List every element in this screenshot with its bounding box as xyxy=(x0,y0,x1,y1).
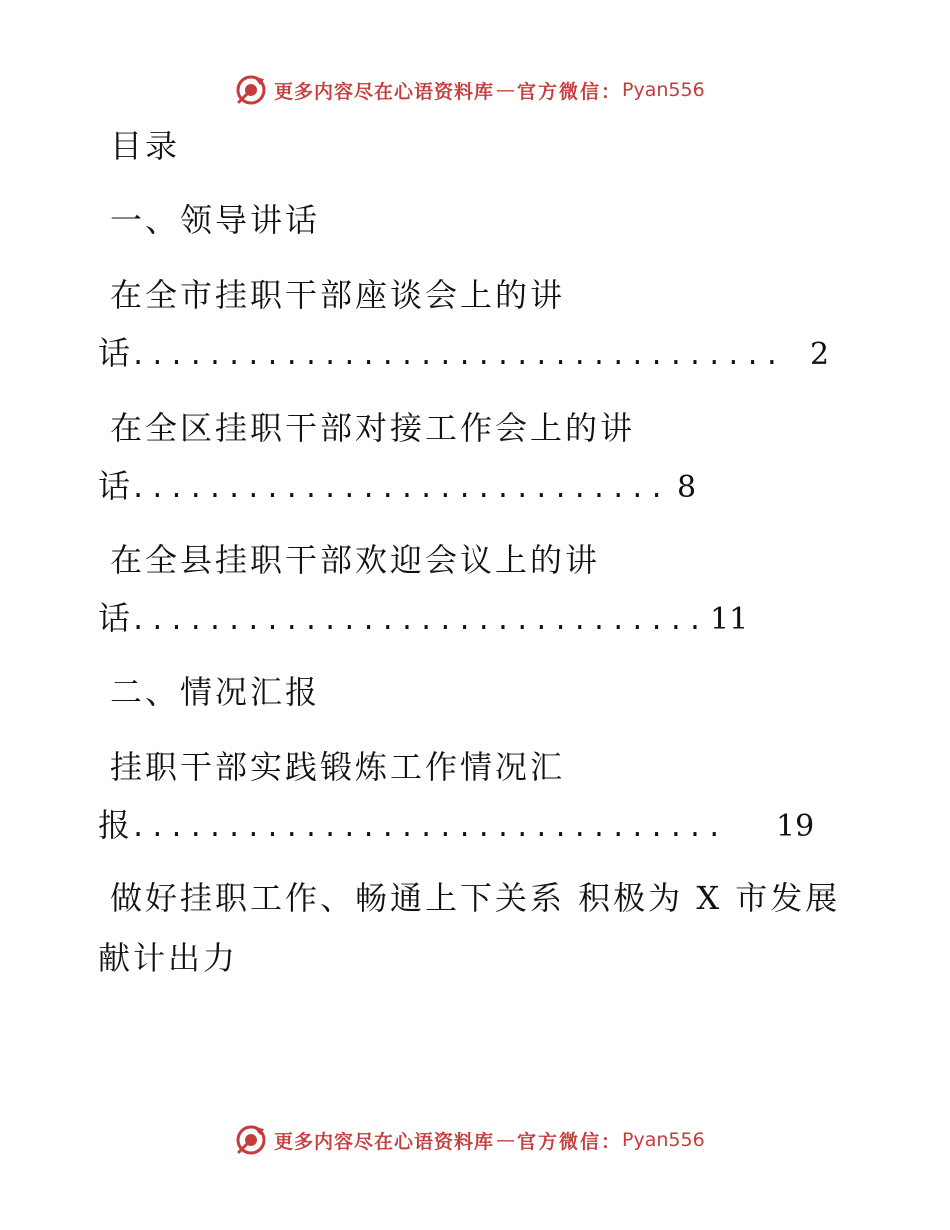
toc-entry-3-leader: .............................. xyxy=(130,608,707,638)
toc-entry-4-page: 19 xyxy=(776,809,815,844)
watermark-brand: 更多内容尽在心语资料库 xyxy=(274,80,495,103)
watermark-official: 官方微信： xyxy=(517,80,623,103)
footer-watermark xyxy=(234,1122,705,1158)
toc-entry-2-title-end: 话 xyxy=(98,467,131,505)
toc-entry-5-title[interactable]: 做好挂职工作、畅通上下关系 积极为 X 市发展 xyxy=(110,879,841,917)
toc-entry-1-title[interactable]: 在全市挂职干部座谈会上的讲 xyxy=(110,276,566,314)
section-heading-status-reports: 二、情况汇报 xyxy=(110,673,321,711)
watermark-dash: — xyxy=(496,1129,516,1151)
quill-logo-icon xyxy=(234,73,268,107)
toc-entry-4-line[interactable] xyxy=(98,805,814,845)
toc-entry-1-leader: .................................. xyxy=(130,343,783,373)
watermark-official: 官方微信： xyxy=(517,1130,623,1153)
toc-entry-5-title-end[interactable]: 献计出力 xyxy=(98,939,239,977)
watermark-wechat-id: Pyan556 xyxy=(622,1129,705,1151)
toc-entry-3-line[interactable] xyxy=(98,598,748,638)
toc-entry-4-leader: ............................... xyxy=(130,815,726,845)
toc-entry-2-title[interactable]: 在全区挂职干部对接工作会上的讲 xyxy=(110,409,636,447)
toc-title: 目录 xyxy=(110,127,181,165)
watermark-brand: 更多内容尽在心语资料库 xyxy=(274,1130,495,1153)
quill-logo-icon xyxy=(234,1123,268,1157)
toc-entry-2-page: 8 xyxy=(677,470,697,505)
toc-entry-1-line[interactable] xyxy=(98,333,829,373)
header-watermark xyxy=(234,72,705,108)
toc-entry-4-title[interactable]: 挂职干部实践锻炼工作情况汇 xyxy=(110,748,566,786)
toc-entry-4-title-end: 报 xyxy=(98,806,131,844)
toc-entry-2-line[interactable] xyxy=(98,466,696,506)
toc-entry-2-leader: ............................ xyxy=(130,476,668,506)
toc-entry-1-page: 2 xyxy=(810,337,830,372)
toc-entry-3-page: 11 xyxy=(710,602,749,637)
toc-entry-1-title-end: 话 xyxy=(98,334,131,372)
watermark-dash: — xyxy=(496,79,516,101)
watermark-wechat-id: Pyan556 xyxy=(622,79,705,101)
toc-entry-3-title-end: 话 xyxy=(98,599,131,637)
section-heading-leader-speeches: 一、领导讲话 xyxy=(110,201,321,239)
toc-entry-3-title[interactable]: 在全县挂职干部欢迎会议上的讲 xyxy=(110,541,601,579)
